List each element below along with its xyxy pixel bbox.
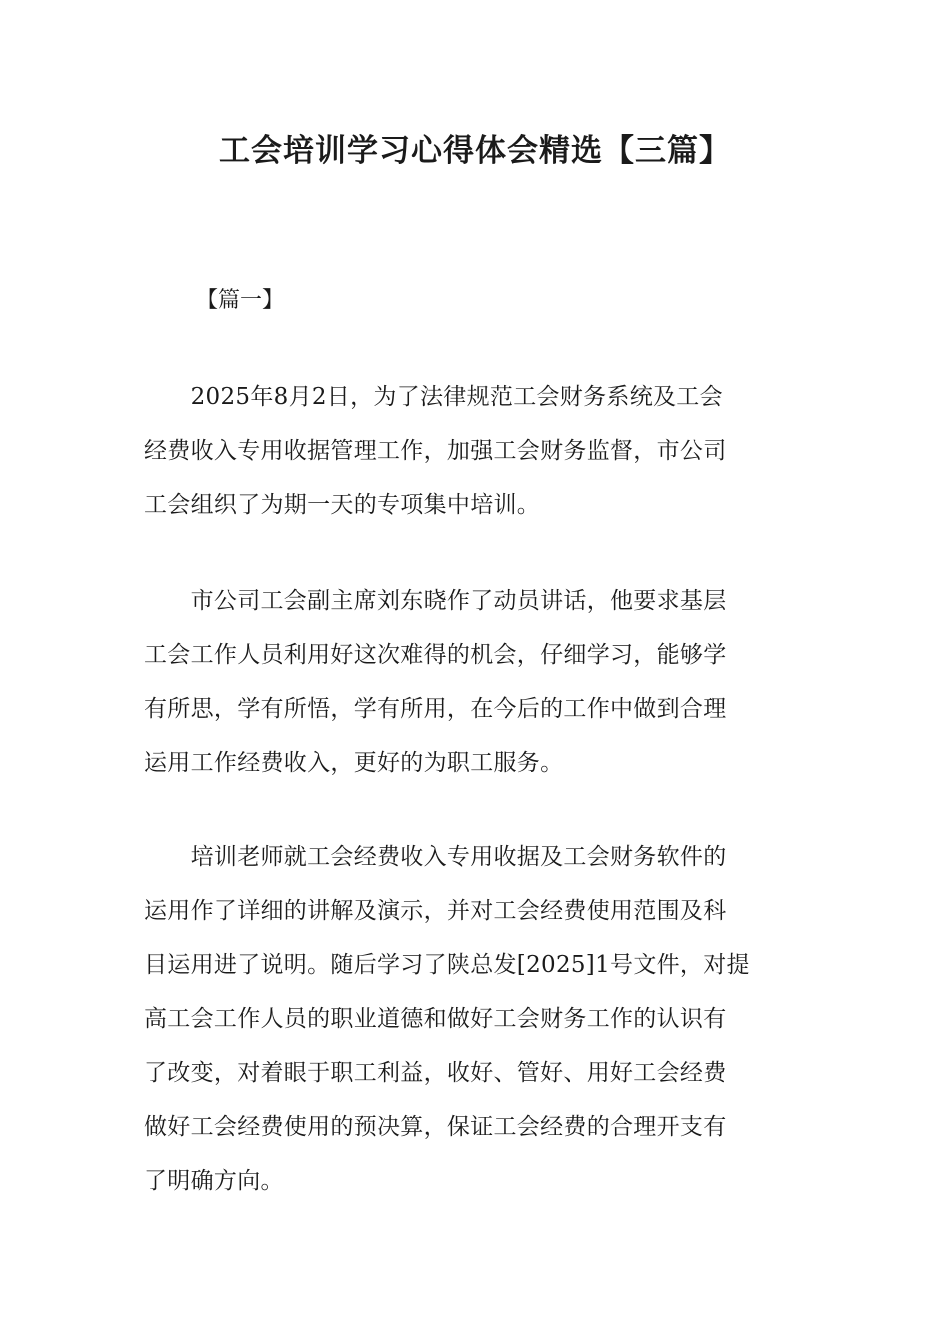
paragraph-1	[144, 370, 808, 532]
paragraph-line: 运用工作经费收入，更好的为职工服务。	[144, 750, 564, 776]
paragraph-line: 经费收入专用收据管理工作，加强工会财务监督，市公司	[144, 438, 727, 464]
paragraph-line: 做好工会经费使用的预决算，保证工会经费的合理开支有	[144, 1114, 727, 1140]
paragraph-line: 培训老师就工会经费收入专用收据及工会财务软件的	[144, 844, 727, 870]
paragraph-line: 高工会工作人员的职业道德和做好工会财务工作的认识有	[144, 1006, 727, 1032]
paragraph-line: 市公司工会副主席刘东晓作了动员讲话，他要求基层	[144, 588, 727, 614]
paragraph-3	[144, 830, 808, 1208]
document-title: 工会培训学习心得体会精选【三篇】	[219, 133, 731, 169]
paragraph-line: 了改变，对着眼于职工利益，收好、管好、用好工会经费	[144, 1060, 727, 1086]
paragraph-line: 目运用进了说明。随后学习了陕总发[2025]1号文件，对提	[144, 952, 750, 978]
paragraph-line: 运用作了详细的讲解及演示，并对工会经费使用范围及科	[144, 898, 727, 924]
paragraph-2	[144, 574, 808, 790]
paragraph-line: 了明确方向。	[144, 1168, 284, 1194]
section-label: 【篇一】	[196, 288, 285, 313]
paragraph-line: 2025年8月2日，为了法律规范工会财务系统及工会	[144, 384, 723, 410]
paragraph-line: 工会工作人员利用好这次难得的机会，仔细学习，能够学	[144, 642, 727, 668]
paragraph-line: 有所思，学有所悟，学有所用，在今后的工作中做到合理	[144, 696, 727, 722]
paragraph-line: 工会组织了为期一天的专项集中培训。	[144, 492, 541, 518]
